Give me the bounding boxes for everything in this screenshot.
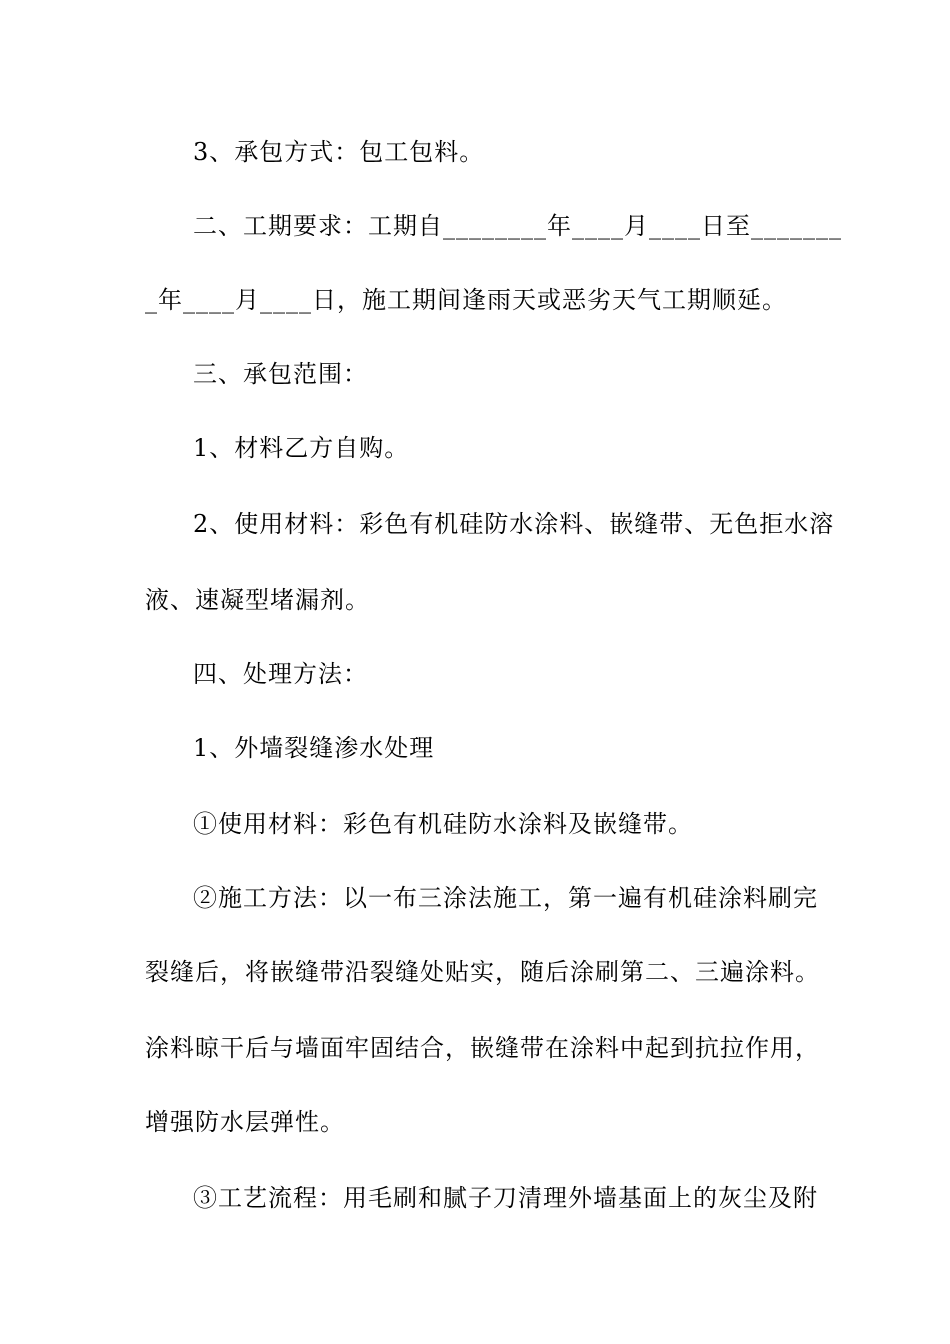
- subheading-crack-seepage: 1、外墙裂缝渗水处理: [193, 734, 435, 762]
- paragraph-contract-method: 3、承包方式：包工包料。: [193, 138, 485, 166]
- paragraph-materials-line-1: 2、使用材料：彩色有机硅防水涂料、嵌缝带、无色拒水溶: [193, 510, 835, 538]
- paragraph-schedule-line-1: 二、工期要求：工期自________年____月____日至_______: [193, 212, 842, 240]
- paragraph-schedule-line-2: _年____月____日，施工期间逢雨天或恶劣天气工期顺延。: [145, 286, 787, 314]
- paragraph-process-flow: ③工艺流程：用毛刷和腻子刀清理外墙基面上的灰尘及附: [193, 1184, 818, 1212]
- paragraph-material-purchase: 1、材料乙方自购。: [193, 434, 410, 462]
- paragraph-construction-line-1: ②施工方法：以一布三涂法施工，第一遍有机硅涂料刷完: [193, 884, 818, 912]
- paragraph-construction-line-4: 增强防水层弹性。: [145, 1108, 345, 1136]
- paragraph-construction-line-2: 裂缝后，将嵌缝带沿裂缝处贴实，随后涂刷第二、三遍涂料。: [145, 958, 820, 986]
- paragraph-crack-materials: ①使用材料：彩色有机硅防水涂料及嵌缝带。: [193, 810, 693, 838]
- paragraph-construction-line-3: 涂料晾干后与墙面牢固结合，嵌缝带在涂料中起到抗拉作用，: [145, 1034, 820, 1062]
- paragraph-materials-line-2: 液、速凝型堵漏剂。: [145, 586, 370, 614]
- heading-scope: 三、承包范围：: [193, 360, 368, 388]
- heading-treatment-method: 四、处理方法：: [193, 660, 368, 688]
